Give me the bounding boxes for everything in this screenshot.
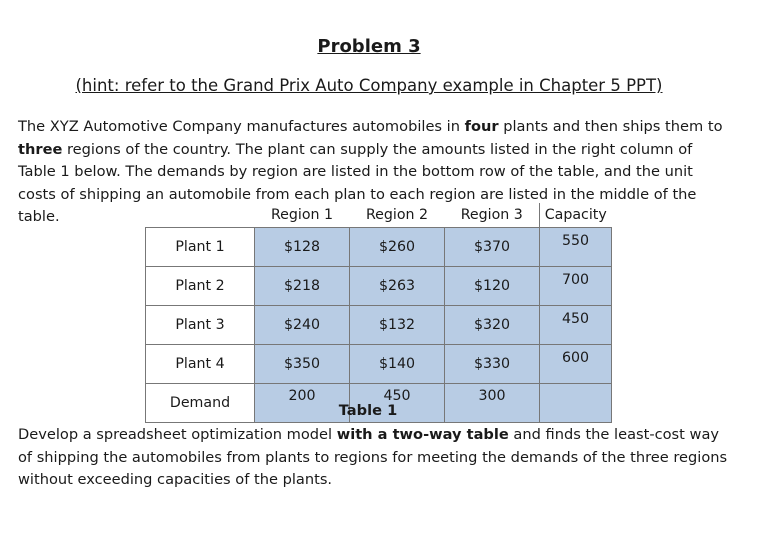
capacity-cell: 700 — [540, 267, 612, 306]
demand-cell: 450 — [350, 384, 445, 423]
capacity-cell: 450 — [540, 306, 612, 345]
cost-table — [145, 203, 612, 423]
cost-table-wrapper — [145, 203, 612, 423]
task-paragraph: Develop a spreadsheet optimization model with a two-way table and finds the least-cost way of shipping the automobiles from plants to regions for meeting the demands of the three regions without exceeding capacities of the plants. — [18, 426, 728, 488]
header-region-3: Region 3 — [460, 207, 523, 223]
cost-cell: $370 — [445, 228, 540, 267]
table-header-row — [146, 203, 612, 228]
plant-label: Plant 1 — [146, 228, 255, 267]
capacity-cell: 600 — [540, 345, 612, 384]
demand-cell: 200 — [255, 384, 350, 423]
problem-title: Problem 3 — [317, 36, 421, 57]
hint-text: (hint: refer to the Grand Prix Auto Company example in Chapter 5 PPT) — [75, 76, 663, 95]
corner-cell — [146, 203, 255, 228]
cost-cell: $350 — [255, 345, 350, 384]
cost-cell: $260 — [350, 228, 445, 267]
intro-paragraph: The XYZ Automotive Company manufactures automobiles in four plants and then ships them to three regions of the country. The plant can supply the amounts listed in the right column of Table 1 below. The demands by region are listed in the bottom row of the table, and the unit costs of shipping an automobile from each plan to each region are listed in the middle of the table. — [18, 118, 723, 225]
cost-cell: $218 — [255, 267, 350, 306]
table-row — [146, 345, 612, 384]
demand-label: Demand — [146, 384, 255, 423]
cost-cell: $320 — [445, 306, 540, 345]
capacity-cell: 550 — [540, 228, 612, 267]
bold-three: three — [18, 140, 63, 158]
cost-cell: $263 — [350, 267, 445, 306]
header-region-2: Region 2 — [365, 207, 429, 223]
cost-cell: $128 — [255, 228, 350, 267]
table-caption: Table 1 — [338, 402, 398, 419]
plant-label: Plant 3 — [146, 306, 255, 345]
table-row — [146, 306, 612, 345]
demand-cell: 300 — [445, 384, 540, 423]
bold-four: four — [464, 118, 499, 135]
bold-two-way-table: with a two-way table — [336, 426, 509, 443]
table-row — [146, 267, 612, 306]
header-region-1: Region 1 — [270, 207, 334, 223]
plant-label: Plant 2 — [146, 267, 255, 306]
cost-cell: $120 — [445, 267, 540, 306]
cost-cell: $132 — [350, 306, 445, 345]
cost-cell: $330 — [445, 345, 540, 384]
table-row — [146, 228, 612, 267]
header-capacity: Capacity — [540, 203, 612, 228]
cost-cell: $140 — [350, 345, 445, 384]
cost-cell: $240 — [255, 306, 350, 345]
plant-label: Plant 4 — [146, 345, 255, 384]
